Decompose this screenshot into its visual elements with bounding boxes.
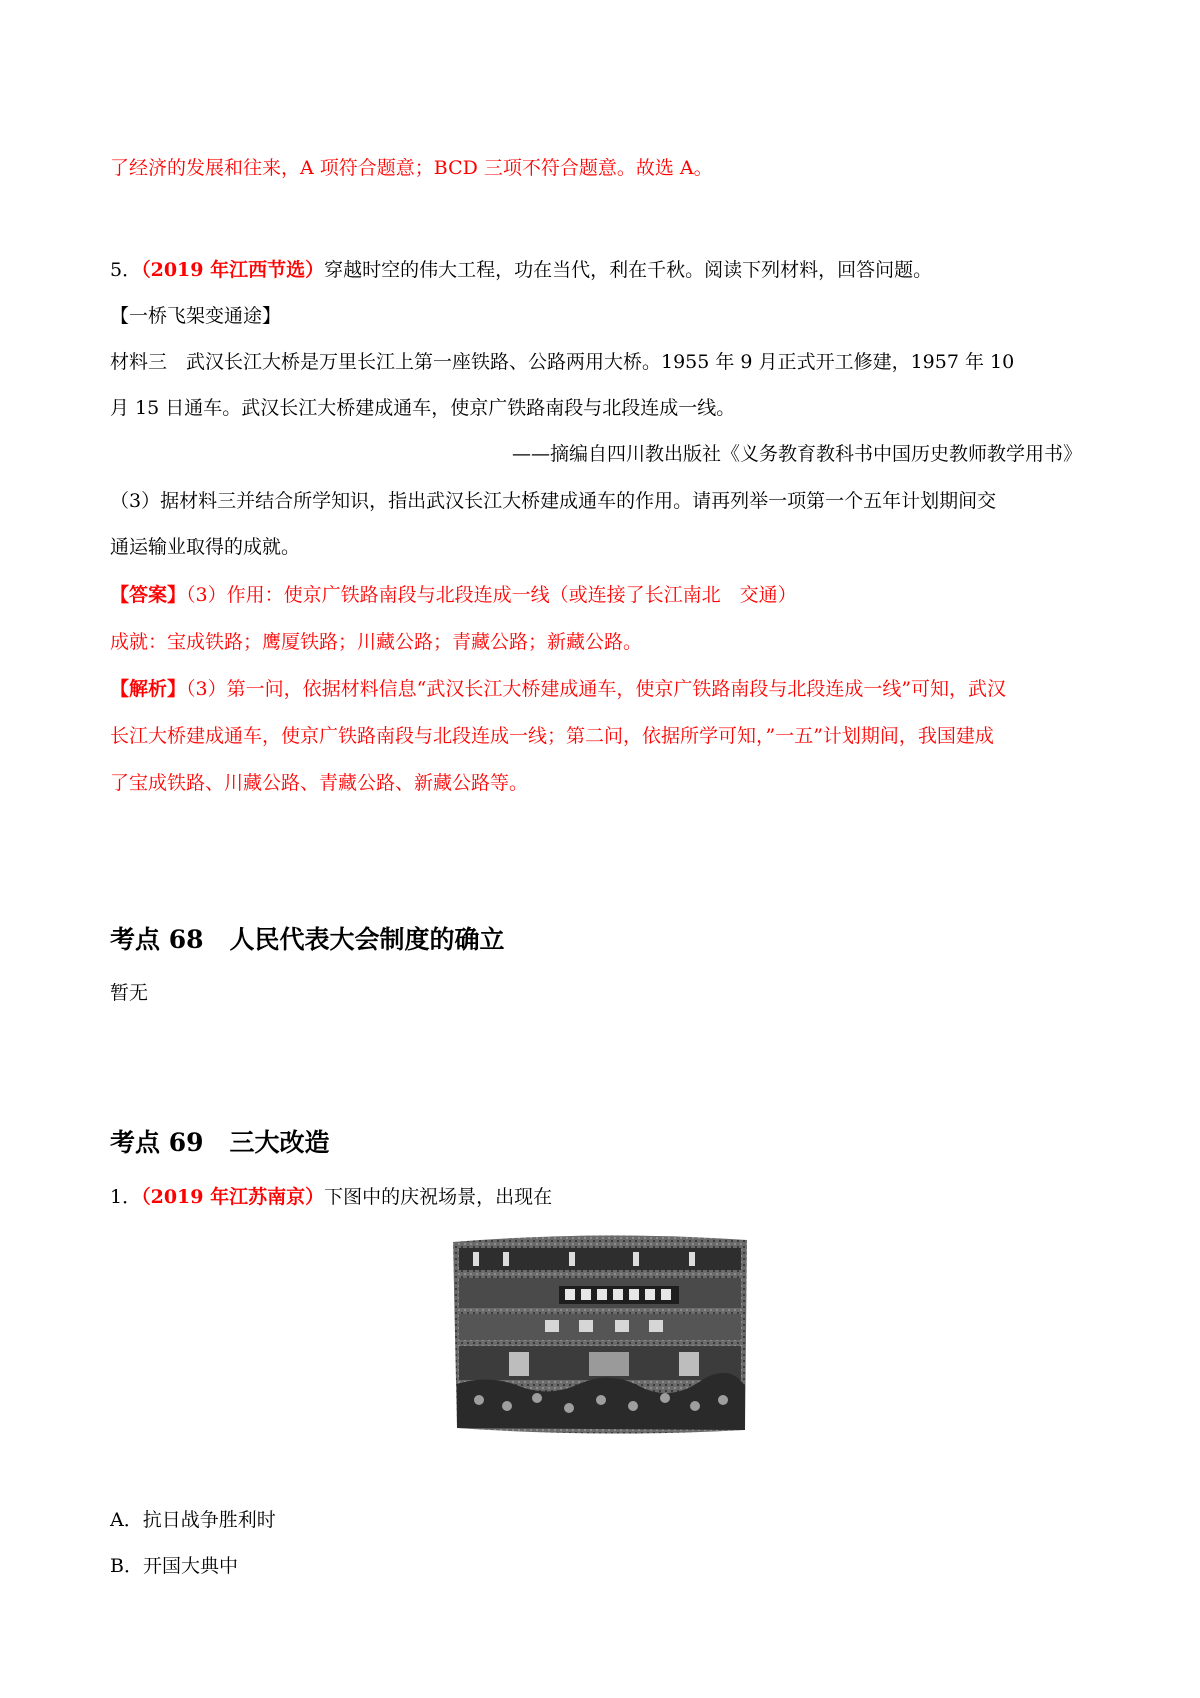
material-citation: ——摘编自四川教出版社《义务教育教科书中国历史教师教学用书》 [511,443,1082,465]
kp69-question-1-stem: 下图中的庆祝场景，出现在 [324,1186,553,1208]
answer-line-2: 成就：宝成铁路；鹰厦铁路；川藏公路；青藏公路；新藏公路。 [110,631,643,653]
celebration-scene-photo [449,1234,751,1434]
kp69-label: 考点 69 [110,1128,204,1157]
kp69-title: 三大改造 [229,1128,330,1157]
kp68-body: 暂无 [110,982,149,1004]
answer-text: （3）作用：使京广铁路南段与北段连成一线（或连接了长江南北 交通） [186,584,797,606]
question-5-source: （2019 年江西节选） [141,259,325,281]
kp69-question-1-option-a: A．抗日战争胜利时 [110,1509,276,1531]
material-section-title: 【一桥飞架变通途】 [110,305,282,327]
analysis-line-1 [110,676,1006,702]
kp69-question-1-option-b: B．开国大典中 [110,1555,238,1577]
analysis-line-2: 长江大桥建成通车，使京广铁路南段与北段连成一线；第二问，依据所学可知，”一五”计划期间，我国建成 [110,725,994,747]
answer-line-1 [110,582,797,608]
kp68-heading [110,923,505,957]
kp68-title: 人民代表大会制度的确立 [229,925,505,954]
answer-label: 【答案】 [110,584,187,606]
material-line-2: 月 15 日通车。武汉长江大桥建成通车，使京广铁路南段与北段连成一线。 [110,397,736,419]
question-3-line-1: （3）据材料三并结合所学知识，指出武汉长江大桥建成通车的作用。请再列举一项第一个五年计划期间交 [110,490,997,512]
question-3-line-2: 通运输业取得的成就。 [110,536,301,558]
kp69-question-1-stem-line [110,1184,552,1210]
analysis-label: 【解析】 [110,678,187,700]
question-5-stem: 穿越时空的伟大工程，功在当代，利在千秋。阅读下列材料，回答问题。 [324,259,933,281]
question-5-stem-line [110,257,932,283]
kp68-label: 考点 68 [110,925,204,954]
analysis-text: （3）第一问，依据材料信息“武汉长江大桥建成通车，使京广铁路南段与北段连成一线”可知，武汉 [186,678,1007,700]
kp69-heading [110,1126,330,1160]
kp69-question-1-source: （2019 年江苏南京） [141,1186,325,1208]
question-5-number: 5． [110,259,142,281]
kp69-question-1-number: 1． [110,1186,142,1208]
previous-explanation-tail: 了经济的发展和往来，A 项符合题意；BCD 三项不符合题意。故选 A。 [110,157,713,179]
material-line-1: 材料三 武汉长江大桥是万里长江上第一座铁路、公路两用大桥。1955 年 9 月正式开工修建，1957 年 10 [110,351,1015,373]
analysis-line-3: 了宝成铁路、川藏公路、青藏公路、新藏公路等。 [110,772,529,794]
